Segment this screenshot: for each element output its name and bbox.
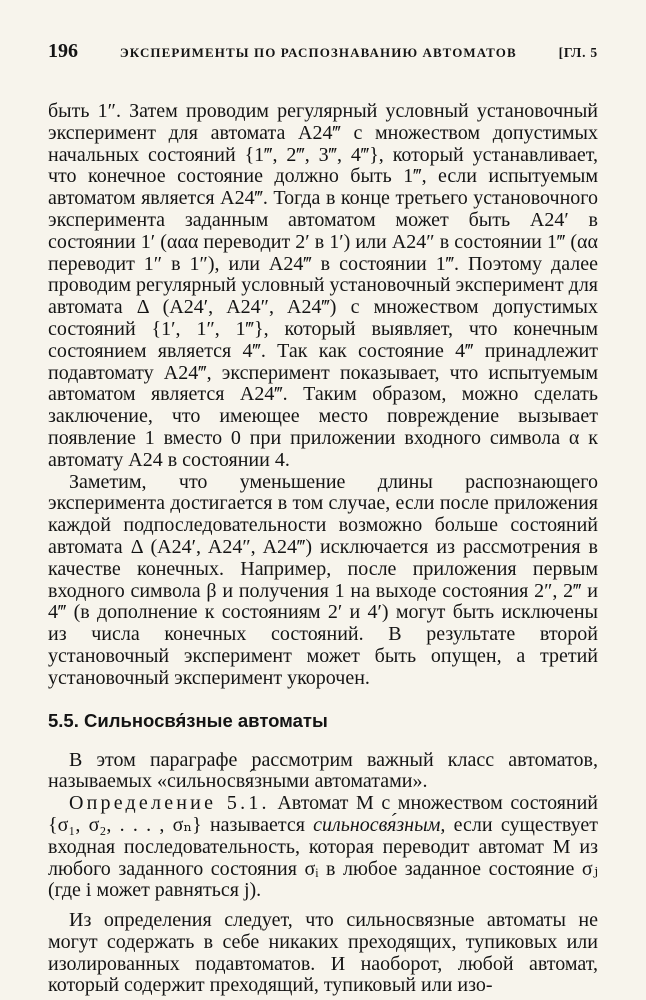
definition-paragraph	[48, 793, 598, 902]
defined-term: сильносвя́зным,	[313, 813, 446, 836]
running-head	[48, 40, 598, 70]
section-intro: В этом параграфе рассмотрим важный класс автоматов, называемых «сильносвя́зными автоматами».	[48, 748, 598, 793]
definition-label: Определение 5.1.	[69, 792, 270, 815]
running-title: ЭКСПЕРИМЕНТЫ ПО РАСПОЗНАВАНИЮ АВТОМАТОВ	[119, 45, 517, 60]
definition-text-before: Автомат M с множеством состояний {σ₁, σ₂, . . . , σₙ} называется	[48, 792, 599, 836]
body-paragraph: быть 1″. Затем проводим регулярный условный установочный эксперимент для автомата A24‴ с множеством допустимых начальных состояний {1‴, 2‴, 3‴, 4‴}, который устанавливает, что конечное состояние должно быть 1‴, если испытуемым автоматом является A24‴. Тогда в конце третьего установочного эксперимента заданным автоматом может быть A24′ в состоянии 1′ (ααα переводит 2′ в 1′) или A24″ в состоянии 1‴ (αα переводит 1″ в 1″), или A24‴ в состоянии 1‴. Поэтому далее проводим регулярный условный установочный эксперимент для автомата Δ (A24′, A24″, A24‴) с множеством допустимых состояний {1′, 1″, 1‴}, который выявляет, что конечным состоянием является 4‴. Так как состояние 4‴ принадлежит подавтомату A24‴, эксперимент показывает, что испытуемым автоматом является A24‴. Таким образом, можно сделать заключение, что имеющее место повреждение вызывает появление 1 вместо 0 при приложении входного символа α к автомату A24 в состоянии 4.	[48, 100, 598, 471]
page-number: 196	[48, 40, 78, 62]
body-paragraph: Из определения следует, что сильносвязные автоматы не могут содержать в себе никаких преходящих, тупиковых или изолированных подавтоматов. И наоборот, любой автомат, который содержит преходящий, тупиковый или изо-	[48, 909, 598, 997]
body-paragraph: Заметим, что уменьшение длины распознающего эксперимента достигается в том случае, если после приложения каждой подпоследовательности возможно больше состояний автомата Δ (A24′, A24″, A24‴) исключается из рассмотрения в качестве конечных. Например, после приложения первым входного символа β и получения 1 на выходе состояния 2″, 2‴ и 4‴ (в дополнение к состояниям 2′ и 4′) могут быть исключены из числа конечных состояний. В результате второй установочный эксперимент может быть опущен, а третий установочный эксперимент укорочен.	[48, 470, 598, 689]
definition-text-after: если существует входная последовательность, которая переводит автомат M из любого заданного состояния σᵢ в любое заданное состояние σⱼ (где i может равняться j).	[48, 813, 598, 902]
chapter-label: [ГЛ. 5	[558, 45, 598, 60]
section-heading: 5.5. Сильносвя́зные автоматы	[48, 709, 328, 731]
page	[48, 40, 598, 997]
